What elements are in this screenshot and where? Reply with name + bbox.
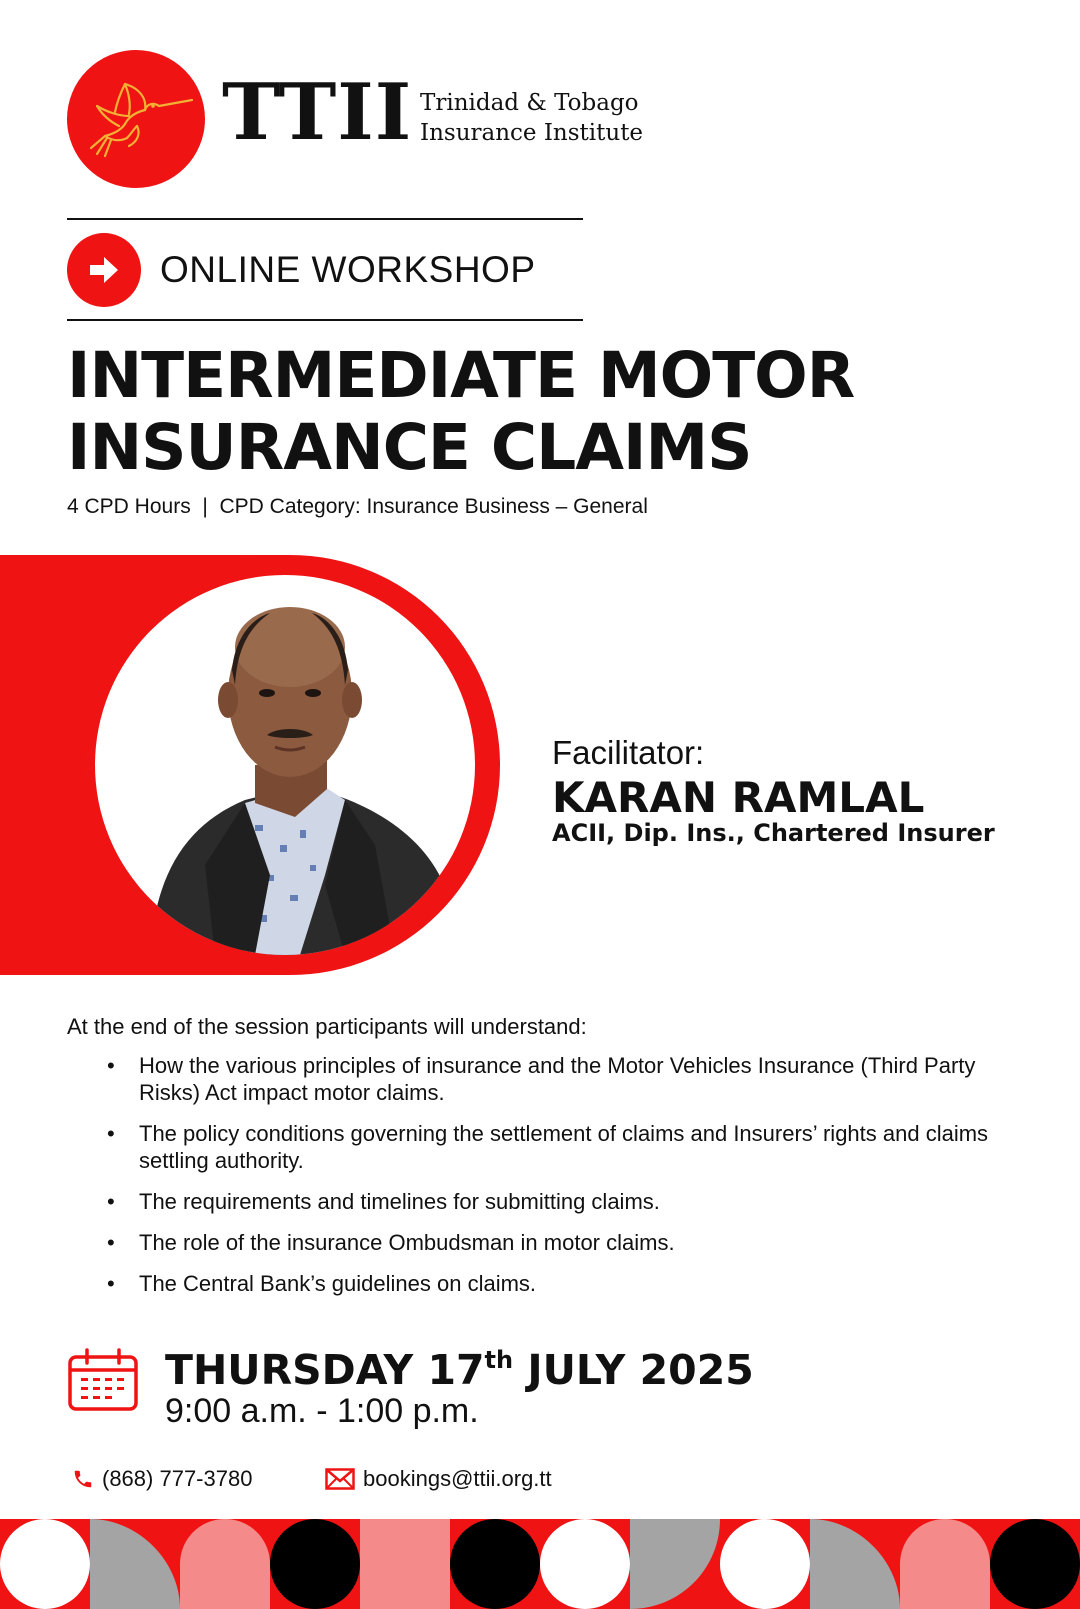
divider-top [67,218,583,220]
outcomes-intro: At the end of the session participants will understand: [67,1014,587,1039]
divider-bottom [67,319,583,321]
outcomes-list [67,1052,1017,1311]
mail-icon [325,1468,355,1490]
cpd-info: 4 CPD Hours | CPD Category: Insurance Business – General [67,495,648,518]
brand-name-line1: Trinidad & Tobago [420,90,639,116]
brand-name-line2: Insurance Institute [420,120,644,146]
calendar-icon [67,1348,139,1417]
bullet-icon: • [107,1053,115,1078]
footer-pattern [0,1519,1080,1609]
list-item: • The Central Bank’s guidelines on claims. [107,1271,537,1296]
bullet-icon: • [107,1271,115,1296]
page-title [67,340,854,484]
arrow-right-icon [67,233,141,307]
list-item: • The requirements and timelines for submitting claims. [107,1189,660,1214]
facilitator-photo [95,575,475,955]
bullet-icon: • [107,1121,115,1146]
title-line1: INTERMEDIATE MOTOR [67,339,855,412]
facilitator-credentials: ACII, Dip. Ins., Chartered Insurer [552,819,995,847]
contact-phone[interactable]: (868) 777-3780 [72,1464,252,1494]
title-line2: INSURANCE CLAIMS [67,411,752,484]
list-item: • How the various principles of insurance and the Motor Vehicles Insurance (Third Party Risks) Act impact motor claims. [107,1053,976,1105]
bullet-icon: • [107,1189,115,1214]
list-item: • The role of the insurance Ombudsman in motor claims. [107,1230,675,1255]
event-date: THURSDAY 17th JULY 2025 [165,1346,754,1394]
contact-email[interactable]: bookings@ttii.org.tt [325,1464,552,1494]
list-item: • The policy conditions governing the settlement of claims and Insurers’ rights and claims settling authority. [107,1121,989,1173]
facilitator-label: Facilitator: [552,734,705,771]
event-format: ONLINE WORKSHOP [160,249,536,290]
phone-icon [72,1468,94,1490]
hummingbird-icon [67,50,205,188]
event-time: 9:00 a.m. - 1:00 p.m. [165,1392,479,1430]
logo-emblem [67,50,205,188]
brand-acronym: TTII [222,67,413,158]
bullet-icon: • [107,1230,115,1255]
brand-name [420,88,643,148]
facilitator-name: KARAN RAMLAL [552,773,925,822]
